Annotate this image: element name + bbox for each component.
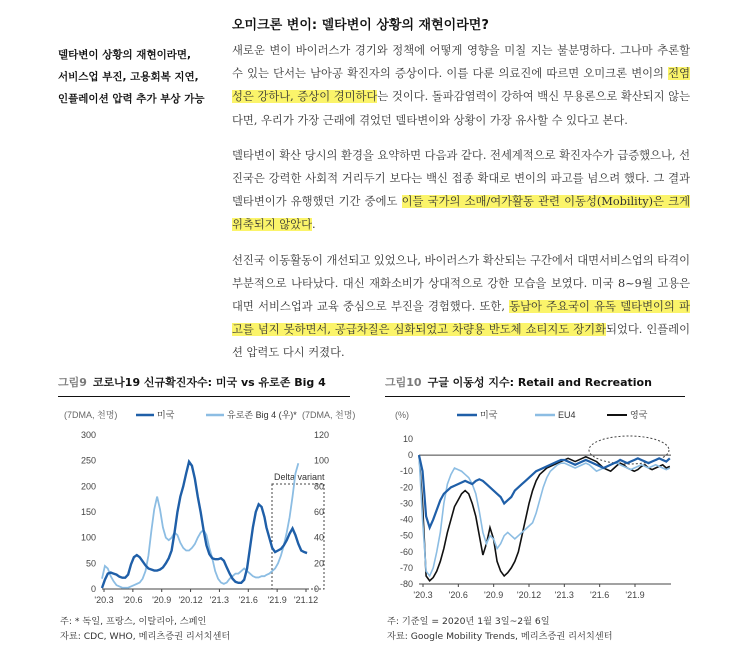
text-run: 선진국 이동활동이 개선되고 있었으나, 바이러스가 확산되는 구간에서 대면서비스업의 타격이 부분적으로 나타났다. 대신 재화소비가 상대적으로 강한 모습을 보였다. 미국 8~9월 고용은 대면 서비스업과 교육 중심으로 부진을 경험했다. 또한,	[232, 253, 690, 314]
y-tick-right: 120	[314, 430, 330, 440]
y-tick-label: -50	[399, 530, 413, 541]
figure-note: 주: 기준일 = 2020년 1월 3일~2월 6일	[387, 616, 550, 627]
series-line-eu4	[419, 455, 670, 576]
series-line-eu-big4	[102, 463, 298, 587]
paragraph-2	[232, 144, 690, 237]
y-tick-label: -80	[399, 579, 413, 589]
y-tick-label: -10	[399, 466, 413, 477]
x-tick-label: '21.3	[554, 590, 574, 600]
y-axis-unit: (%)	[395, 410, 409, 420]
series-line-us	[419, 455, 670, 527]
figure-number: 그림9	[58, 376, 87, 389]
y-tick-label: -20	[399, 482, 413, 493]
figure-10	[385, 374, 685, 642]
y-tick-right: 20	[314, 558, 325, 569]
y-tick-left: 300	[80, 430, 96, 440]
highlighted-text: 이들 국가의 소매/여가활동 관련 이동성(Mobility)은 크게 위축되지 않았다	[232, 195, 690, 232]
x-tick-label: '21.3	[209, 595, 230, 605]
figure-source: 자료: CDC, WHO, 메리츠증권 리서치센터	[60, 631, 231, 642]
figure-9	[58, 374, 356, 642]
main-text	[232, 14, 690, 377]
y-tick-right: 0	[314, 584, 320, 594]
side-note-line: 델타변이 상황의 재현이라면,	[58, 49, 192, 61]
x-tick-label: '20.12	[178, 595, 203, 605]
y-tick-right: 80	[314, 481, 325, 492]
y-tick-right: 60	[314, 507, 325, 517]
highlighted-text: 전염성은 강하나, 증상이 경미하다	[232, 67, 690, 104]
y-tick-left: 200	[80, 481, 96, 492]
figure-title-text: 코로나19 신규확진자수: 미국 vs 유로존 Big 4	[92, 376, 326, 389]
y-tick-label: 0	[407, 450, 413, 461]
y-tick-left: 150	[80, 507, 96, 517]
legend-label-eu4: EU4	[558, 410, 576, 420]
legend-label-eu: 유로존 Big 4 (우)*	[227, 410, 297, 420]
side-note	[58, 44, 208, 110]
highlighted-text: 동남아 주요국이 유독 델타변이의 파고를 넘지 못하면서, 공급차질은 심화되었고 차량용 반도체 쇼티지도 장기화	[232, 300, 690, 337]
figure-title	[58, 374, 350, 397]
right-axis-unit: (7DMA, 천명)	[302, 410, 356, 420]
y-tick-right: 40	[314, 532, 325, 543]
paragraph-1	[232, 39, 690, 132]
text-run: 되었다. 인플레이션 압력도 다시 커졌다.	[232, 323, 690, 360]
x-tick-label: '21.12	[293, 595, 319, 605]
x-tick-label: '21.9	[267, 595, 287, 605]
text-run: 새로운 변이 바이러스가 경기와 정책에 어떻게 영향을 미칠 지는 불분명하다. 그나마 추론할 수 있는 단서는 남아공 확진자의 증상이다. 이를 다룬 의료진에 따르면 오미크론 변이의	[232, 44, 690, 81]
y-tick-left: 50	[85, 558, 96, 569]
x-tick-label: '21.6	[238, 595, 258, 605]
side-note-line: 인플레이션 압력 추가 부상 가능	[58, 93, 205, 105]
text-run: 는 것이다. 돌파감염력이 강하여 백신 무용론으로 확산되지 않는다면, 우리가 가장 근래에 겪었던 델타변이와 상황이 가장 유사할 수 있다고 본다.	[232, 90, 690, 127]
y-tick-label: -60	[399, 546, 413, 557]
paragraph-3	[232, 249, 690, 365]
x-tick-label: '20.3	[94, 595, 114, 605]
delta-variant-label: Delta variant	[274, 472, 325, 482]
x-tick-label: '20.6	[123, 595, 143, 605]
x-tick-label: '21.9	[625, 590, 645, 600]
figure-number: 그림10	[385, 376, 422, 389]
y-tick-label: -40	[399, 514, 413, 525]
figure-source: 자료: Google Mobility Trends, 메리츠증권 리서치센터	[387, 631, 613, 642]
text-run: 델타변이 확산 당시의 환경을 요약하면 다음과 같다. 전세계적으로 확진자수가 급증했으나, 선진국은 강력한 사회적 거리두기 보다는 백신 접종 확대로 변이의 파고를 넘으려 했다. 그 결과 델타변이가 유행했던 기간 중에도	[232, 148, 690, 209]
x-tick-label: '20.9	[484, 590, 504, 600]
text-run: .	[311, 218, 316, 232]
x-tick-label: '20.3	[413, 590, 433, 600]
x-tick-label: '20.12	[516, 590, 542, 600]
left-axis-unit: (7DMA, 천명)	[64, 410, 118, 420]
x-tick-label: '20.6	[448, 590, 468, 600]
legend-label-us: 미국	[480, 410, 498, 420]
figure-title-text: 구글 이동성 지수: Retail and Recreation	[427, 376, 652, 389]
y-tick-right: 100	[314, 455, 330, 466]
y-tick-left: 100	[80, 532, 96, 543]
figure-note: 주: * 독일, 프랑스, 이탈리아, 스페인	[60, 616, 207, 627]
y-tick-label: -30	[399, 498, 413, 509]
y-tick-label: 10	[402, 434, 413, 444]
legend-label-uk: 영국	[630, 410, 648, 420]
y-tick-label: -70	[399, 562, 413, 573]
x-tick-label: '20.9	[152, 595, 172, 605]
series-line-uk	[419, 455, 670, 581]
legend-label-us: 미국	[157, 410, 175, 420]
section-heading: 오미크론 변이: 델타변이 상황의 재현이라면?	[232, 18, 489, 33]
figure-title	[385, 374, 685, 397]
cases-chart	[58, 402, 356, 610]
y-tick-left: 250	[80, 455, 96, 466]
x-tick-label: '21.6	[590, 590, 610, 600]
mobility-chart	[385, 402, 685, 610]
side-note-line: 서비스업 부진, 고용회복 지연,	[58, 71, 199, 83]
y-tick-left: 0	[90, 584, 96, 594]
